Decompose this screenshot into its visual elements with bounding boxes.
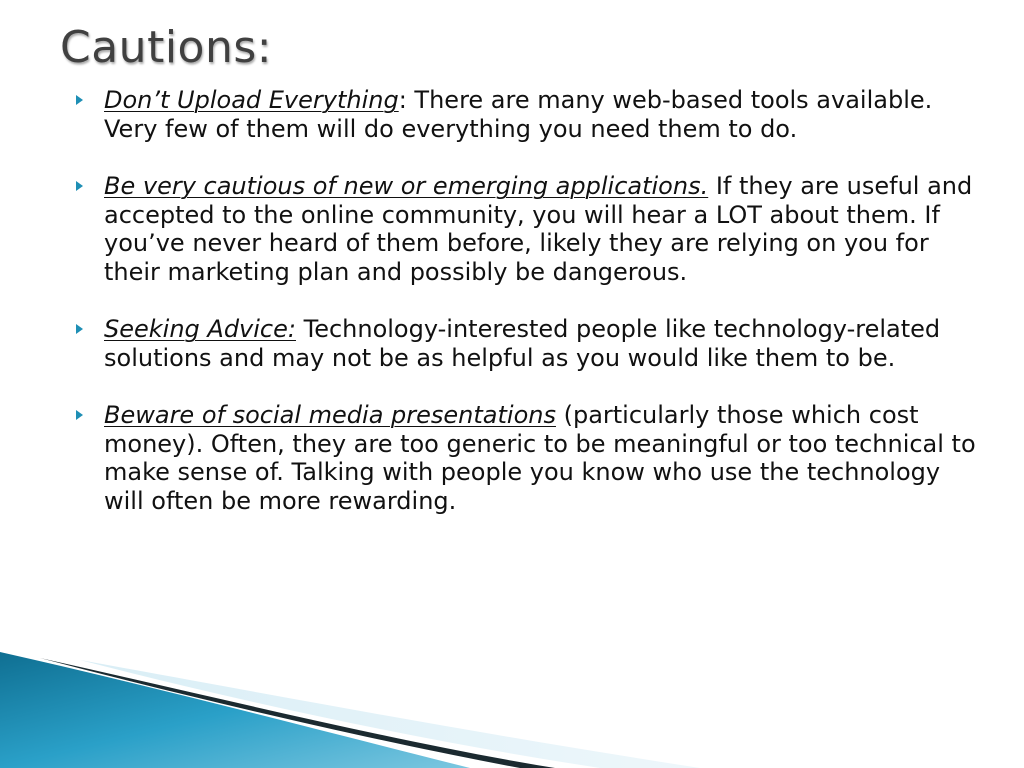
bullet-arrow-icon: [76, 324, 83, 334]
bullet-separator: :: [398, 86, 407, 114]
bullet-arrow-icon: [76, 181, 83, 191]
bullet-list: [76, 86, 976, 544]
bullet-arrow-icon: [76, 95, 83, 105]
bullet-lead: Seeking Advice:: [104, 315, 296, 343]
bullet-body: Technology-interested people like technology-related solutions and may not be as helpful as you would like them to be.: [104, 315, 941, 372]
slide-title: Cautions:: [60, 22, 273, 73]
bullet-item: [76, 401, 976, 515]
bullet-body: If they are useful and accepted to the online community, you will hear a LOT about them. If you’ve never heard of them before, likely they are relying on you for their marketing plan and possibly be dangerous.: [104, 172, 973, 286]
bullet-lead: Don’t Upload Everything: [104, 86, 399, 114]
decorative-wave: [0, 638, 1024, 768]
bullet-lead: Be very cautious of new or emerging applications.: [104, 172, 709, 200]
bullet-item: [76, 172, 976, 286]
bullet-item: [76, 315, 976, 372]
bullet-body: (particularly those which cost money). Often, they are too generic to be meaningful or too technical to make sense of. Talking with people you know who use the technology will often be more rewarding.: [104, 401, 976, 515]
bullet-body: There are many web-based tools available. Very few of them will do everything you need them to do.: [104, 86, 933, 143]
bullet-lead: Beware of social media presentations: [104, 401, 556, 429]
bullet-arrow-icon: [76, 410, 83, 420]
bullet-item: [76, 86, 976, 143]
